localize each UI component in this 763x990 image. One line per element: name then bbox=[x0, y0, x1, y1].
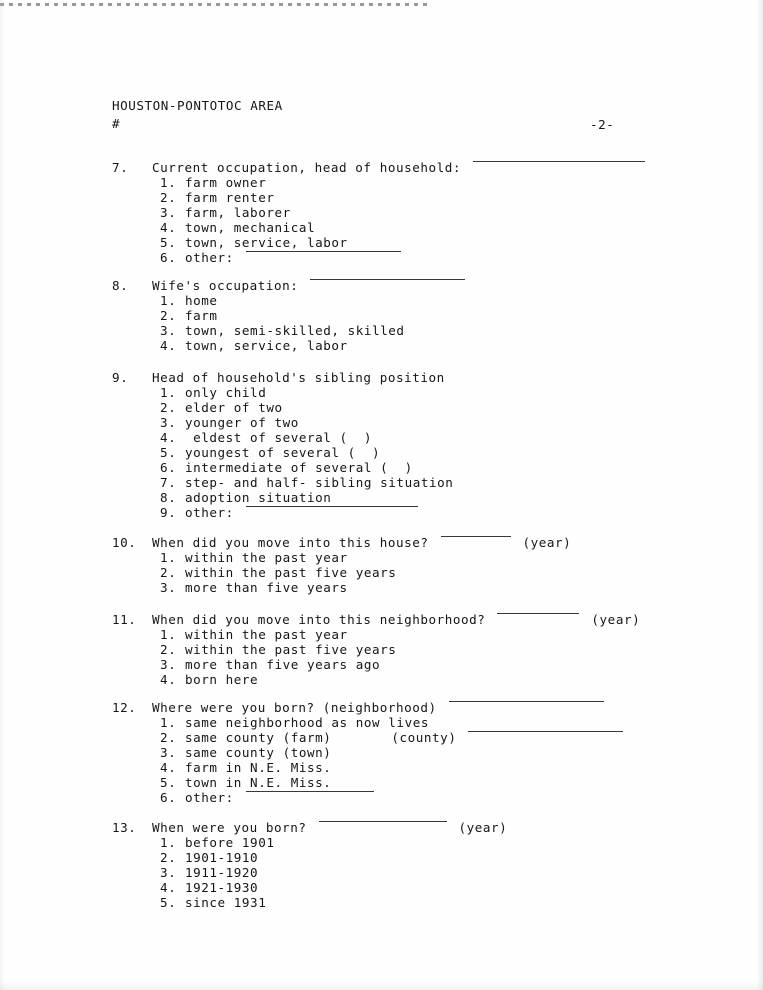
option-text: other: bbox=[185, 250, 234, 265]
option-text: step- and half- sibling situation bbox=[185, 475, 454, 490]
scan-edge-bottom bbox=[0, 982, 763, 990]
top-dashed-rule bbox=[0, 3, 428, 6]
question-number: 12. bbox=[112, 700, 137, 715]
question-option[interactable] bbox=[112, 293, 467, 308]
question-option[interactable] bbox=[112, 895, 507, 910]
option-number: 2. bbox=[160, 190, 177, 205]
option-number: 7. bbox=[160, 475, 177, 490]
option-number: 1. bbox=[160, 550, 177, 565]
question-heading bbox=[112, 535, 571, 550]
answer-blank-q13[interactable] bbox=[319, 820, 447, 822]
option-text: 1911-1920 bbox=[185, 865, 259, 880]
option-text: since 1931 bbox=[185, 895, 267, 910]
question-option[interactable] bbox=[112, 308, 467, 323]
question-option[interactable] bbox=[112, 323, 467, 338]
option-number: 6. bbox=[160, 790, 177, 805]
option-text: only child bbox=[185, 385, 267, 400]
question-option[interactable] bbox=[112, 385, 453, 400]
option-text: same neighborhood as now lives bbox=[185, 715, 429, 730]
option-number: 3. bbox=[160, 745, 177, 760]
question-option[interactable] bbox=[112, 250, 647, 265]
option-inline-label: (county) bbox=[391, 730, 457, 745]
question-block-11 bbox=[112, 612, 640, 687]
question-heading bbox=[112, 278, 467, 293]
option-number: 4. bbox=[160, 672, 177, 687]
question-heading bbox=[112, 820, 507, 835]
answer-blank-q12-2[interactable] bbox=[468, 730, 623, 732]
option-text: within the past five years bbox=[185, 642, 397, 657]
option-number: 1. bbox=[160, 627, 177, 642]
option-text: town in N.E. Miss. bbox=[185, 775, 332, 790]
option-number: 3. bbox=[160, 865, 177, 880]
option-number: 1. bbox=[160, 175, 177, 190]
question-option[interactable] bbox=[112, 745, 625, 760]
question-text: When did you move into this house? bbox=[152, 535, 429, 550]
question-text: Wife's occupation: bbox=[152, 278, 299, 293]
question-option[interactable] bbox=[112, 415, 453, 430]
option-text: other: bbox=[185, 790, 234, 805]
option-text: same county (town) bbox=[185, 745, 332, 760]
question-number: 10. bbox=[112, 535, 137, 550]
question-option[interactable] bbox=[112, 550, 571, 565]
question-option[interactable] bbox=[112, 850, 507, 865]
question-text: Current occupation, head of household: bbox=[152, 160, 462, 175]
question-suffix-label: (year) bbox=[591, 612, 641, 627]
option-number: 4. bbox=[160, 880, 177, 895]
option-text: eldest of several ( ) bbox=[185, 430, 373, 445]
question-suffix-label: (year) bbox=[522, 535, 572, 550]
option-number: 4. bbox=[160, 220, 177, 235]
question-heading bbox=[112, 612, 640, 627]
answer-blank-q7[interactable] bbox=[473, 160, 645, 162]
question-option[interactable] bbox=[112, 880, 507, 895]
page-number: -2- bbox=[590, 117, 615, 132]
question-option[interactable] bbox=[112, 505, 453, 520]
answer-blank-q9-9[interactable] bbox=[246, 505, 418, 507]
answer-blank-q8[interactable] bbox=[310, 278, 465, 280]
option-number: 5. bbox=[160, 895, 177, 910]
option-text: elder of two bbox=[185, 400, 283, 415]
option-text: town, service, labor bbox=[185, 235, 348, 250]
question-option[interactable] bbox=[112, 657, 640, 672]
option-text: intermediate of several ( ) bbox=[185, 460, 413, 475]
option-number: 4. bbox=[160, 760, 177, 775]
question-option[interactable] bbox=[112, 235, 647, 250]
option-number: 3. bbox=[160, 657, 177, 672]
question-block-9 bbox=[112, 370, 453, 520]
question-option[interactable] bbox=[112, 715, 625, 730]
option-text: farm, laborer bbox=[185, 205, 291, 220]
option-number: 2. bbox=[160, 730, 177, 745]
question-option[interactable] bbox=[112, 338, 467, 353]
question-number: 11. bbox=[112, 612, 137, 627]
option-text: born here bbox=[185, 672, 259, 687]
option-number: 4. bbox=[160, 430, 177, 445]
option-number: 3. bbox=[160, 415, 177, 430]
option-number: 5. bbox=[160, 235, 177, 250]
question-number: 7. bbox=[112, 160, 129, 175]
question-option[interactable] bbox=[112, 190, 647, 205]
question-option[interactable] bbox=[112, 475, 453, 490]
question-option[interactable] bbox=[112, 790, 625, 805]
option-text: home bbox=[185, 293, 218, 308]
option-number: 6. bbox=[160, 250, 177, 265]
question-option[interactable] bbox=[112, 642, 640, 657]
option-text: before 1901 bbox=[185, 835, 275, 850]
option-number: 3. bbox=[160, 323, 177, 338]
option-text: 1921-1930 bbox=[185, 880, 259, 895]
answer-blank-q7-6[interactable] bbox=[246, 250, 401, 252]
question-block-12 bbox=[112, 700, 625, 805]
option-text: other: bbox=[185, 505, 234, 520]
option-text: younger of two bbox=[185, 415, 299, 430]
option-number: 3. bbox=[160, 580, 177, 595]
option-text: town, mechanical bbox=[185, 220, 316, 235]
option-number: 2. bbox=[160, 565, 177, 580]
option-number: 4. bbox=[160, 338, 177, 353]
option-number: 1. bbox=[160, 715, 177, 730]
option-text: farm bbox=[185, 308, 218, 323]
question-option[interactable] bbox=[112, 580, 571, 595]
option-number: 2. bbox=[160, 400, 177, 415]
option-text: 1901-1910 bbox=[185, 850, 259, 865]
question-heading bbox=[112, 370, 453, 385]
answer-blank-q12[interactable] bbox=[449, 700, 604, 702]
question-suffix-label: (year) bbox=[458, 820, 508, 835]
question-block-10 bbox=[112, 535, 571, 595]
question-option[interactable] bbox=[112, 760, 625, 775]
option-number: 2. bbox=[160, 642, 177, 657]
option-text: farm in N.E. Miss. bbox=[185, 760, 332, 775]
question-number: 9. bbox=[112, 370, 129, 385]
respondent-id-label: # bbox=[112, 116, 121, 131]
option-text: within the past year bbox=[185, 550, 348, 565]
option-number: 1. bbox=[160, 385, 177, 400]
question-block-7 bbox=[112, 160, 647, 265]
question-option[interactable] bbox=[112, 627, 640, 642]
option-number: 8. bbox=[160, 490, 177, 505]
question-option[interactable] bbox=[112, 730, 625, 745]
option-number: 1. bbox=[160, 835, 177, 850]
option-number: 6. bbox=[160, 460, 177, 475]
option-text: more than five years ago bbox=[185, 657, 381, 672]
question-text: When were you born? bbox=[152, 820, 307, 835]
option-text: town, semi-skilled, skilled bbox=[185, 323, 405, 338]
answer-blank-q11[interactable] bbox=[497, 612, 579, 614]
question-option[interactable] bbox=[112, 220, 647, 235]
option-number: 5. bbox=[160, 445, 177, 460]
question-number: 13. bbox=[112, 820, 137, 835]
option-number: 2. bbox=[160, 850, 177, 865]
question-option[interactable] bbox=[112, 565, 571, 580]
question-option[interactable] bbox=[112, 445, 453, 460]
answer-blank-q10[interactable] bbox=[441, 535, 511, 537]
option-number: 5. bbox=[160, 775, 177, 790]
option-text: youngest of several ( ) bbox=[185, 445, 381, 460]
answer-blank-q12-6[interactable] bbox=[246, 790, 374, 792]
question-text: Head of household's sibling position bbox=[152, 370, 445, 385]
option-text: adoption situation bbox=[185, 490, 332, 505]
option-text: town, service, labor bbox=[185, 338, 348, 353]
document-header-title: HOUSTON-PONTOTOC AREA bbox=[112, 98, 283, 113]
question-option[interactable] bbox=[112, 865, 507, 880]
option-text: more than five years bbox=[185, 580, 348, 595]
option-text: farm renter bbox=[185, 190, 275, 205]
question-heading bbox=[112, 160, 647, 175]
question-text: When did you move into this neighborhood? bbox=[152, 612, 486, 627]
question-number: 8. bbox=[112, 278, 129, 293]
question-option[interactable] bbox=[112, 490, 453, 505]
question-option[interactable] bbox=[112, 205, 647, 220]
option-number: 9. bbox=[160, 505, 177, 520]
question-option[interactable] bbox=[112, 672, 640, 687]
option-number: 3. bbox=[160, 205, 177, 220]
option-text: same county (farm) bbox=[185, 730, 332, 745]
question-block-8 bbox=[112, 278, 467, 353]
question-option[interactable] bbox=[112, 460, 453, 475]
option-text: within the past five years bbox=[185, 565, 397, 580]
question-option[interactable] bbox=[112, 175, 647, 190]
scan-edge-left bbox=[0, 0, 5, 990]
option-text: within the past year bbox=[185, 627, 348, 642]
question-text: Where were you born? (neighborhood) bbox=[152, 700, 437, 715]
question-block-13 bbox=[112, 820, 507, 910]
option-number: 1. bbox=[160, 293, 177, 308]
option-text: farm owner bbox=[185, 175, 267, 190]
scan-edge-right bbox=[757, 0, 763, 990]
question-option[interactable] bbox=[112, 775, 625, 790]
question-heading bbox=[112, 700, 625, 715]
question-option[interactable] bbox=[112, 430, 453, 445]
option-number: 2. bbox=[160, 308, 177, 323]
question-option[interactable] bbox=[112, 400, 453, 415]
question-option[interactable] bbox=[112, 835, 507, 850]
